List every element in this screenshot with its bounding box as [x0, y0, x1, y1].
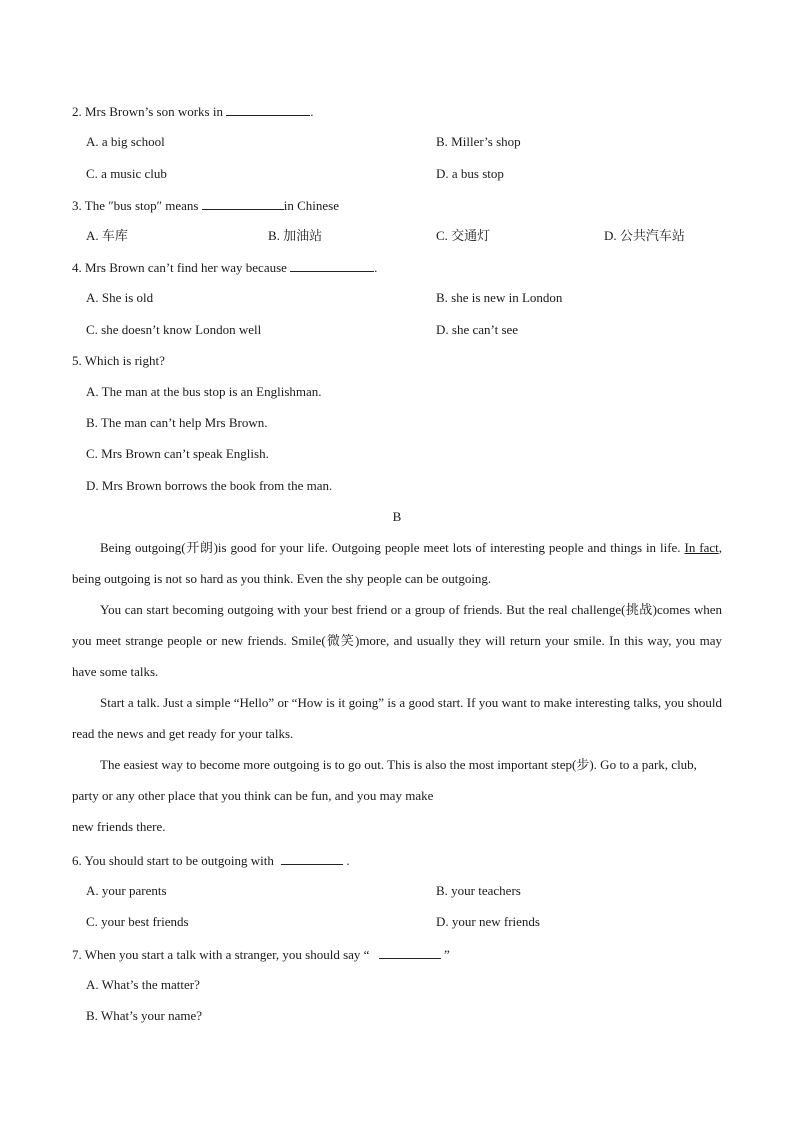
- punctuation: .: [310, 104, 314, 119]
- question-4-stem: [72, 259, 377, 276]
- section-heading: B: [392, 509, 402, 524]
- q4-option-b: B. she is new in London: [436, 290, 563, 305]
- answer-blank: [226, 103, 310, 116]
- passage-paragraph-3: Start a talk. Just a simple “Hello” or “How is it going” is a good start. If you want to make interesting talks, you should read the news and get ready for your talks.: [72, 695, 722, 741]
- q2-option-b: B. Miller’s shop: [436, 134, 521, 149]
- q3-option-a: [86, 228, 128, 245]
- punctuation: ”: [443, 947, 450, 962]
- underlined-phrase: In fact: [684, 540, 719, 555]
- q5-option-b: B. The man can’t help Mrs Brown.: [86, 415, 268, 430]
- q5-option-c: C. Mrs Brown can’t speak English.: [86, 446, 269, 461]
- option-text: 公共汽车站: [619, 229, 685, 244]
- question-7-stem: [72, 946, 450, 963]
- option-text: 交通灯: [451, 229, 491, 244]
- question-text: 2. Mrs Brown’s son works in: [72, 104, 223, 119]
- q5-option-a: A. The man at the bus stop is an Englishman.: [86, 384, 322, 399]
- q4-option-a: A. She is old: [86, 290, 154, 305]
- question-text: 7. When you start a talk with a stranger, you should say “: [72, 947, 370, 962]
- q6-option-c: C. your best friends: [86, 914, 189, 929]
- question-3-stem: [72, 197, 339, 214]
- q5-option-d: D. Mrs Brown borrows the book from the man.: [86, 478, 333, 493]
- q6-option-a: A. your parents: [86, 883, 167, 898]
- option-label: B.: [268, 228, 280, 243]
- answer-blank: [281, 852, 343, 865]
- option-text: 车库: [101, 229, 128, 244]
- passage-paragraph-2: You can start becoming outgoing with your best friend or a group of friends. But the real challenge(挑战)comes when you meet strange people or new friends. Smile(微笑)more, and usually they will return your smile. In this way, you may have some talks.: [72, 602, 722, 679]
- q2-option-c: C. a music club: [86, 166, 167, 181]
- q6-option-d: D. your new friends: [436, 914, 540, 929]
- q6-option-b: B. your teachers: [436, 883, 521, 898]
- passage-text: Being outgoing(开朗)is good for your life. Outgoing people meet lots of interesting people and things in life.: [100, 540, 681, 555]
- passage-paragraph-4: The easiest way to become more outgoing is to go out. This is also the most important step(步). Go to a park, club, party or any other place that you think can be fun, and you may make: [72, 757, 697, 803]
- option-label: C.: [436, 228, 448, 243]
- question-text: 4. Mrs Brown can’t find her way because: [72, 260, 287, 275]
- option-label: A.: [86, 228, 99, 243]
- q3-option-d: [604, 228, 685, 245]
- question-6-stem: [72, 852, 350, 869]
- option-text: 加油站: [283, 229, 323, 244]
- question-text-tail: in Chinese: [283, 198, 339, 213]
- q2-option-a: A. a big school: [86, 134, 165, 149]
- question-2-stem: [72, 103, 313, 120]
- q3-option-b: [268, 228, 322, 245]
- question-text: 3. The ″bus stop″ means: [72, 198, 199, 213]
- answer-blank: [290, 259, 374, 272]
- question-5-stem: 5. Which is right?: [72, 353, 165, 368]
- punctuation: .: [374, 260, 378, 275]
- option-label: D.: [604, 228, 617, 243]
- passage-text: , being outgoing is not so hard as you think. Even the shy people can be outgoing.: [72, 540, 722, 586]
- q7-option-a: A. What’s the matter?: [86, 977, 200, 992]
- answer-blank: [379, 946, 441, 959]
- q2-option-d: D. a bus stop: [436, 166, 504, 181]
- passage-paragraph-1: [72, 532, 722, 594]
- answer-blank: [202, 197, 284, 210]
- passage-paragraph-4-tail: new friends there.: [72, 819, 166, 834]
- question-text: 6. You should start to be outgoing with: [72, 853, 274, 868]
- q4-option-d: D. she can’t see: [436, 322, 519, 337]
- punctuation: .: [346, 853, 350, 868]
- q3-option-c: [436, 228, 490, 245]
- q7-option-b: B. What’s your name?: [86, 1008, 203, 1023]
- q4-option-c: C. she doesn’t know London well: [86, 322, 262, 337]
- reading-passage: [72, 532, 722, 842]
